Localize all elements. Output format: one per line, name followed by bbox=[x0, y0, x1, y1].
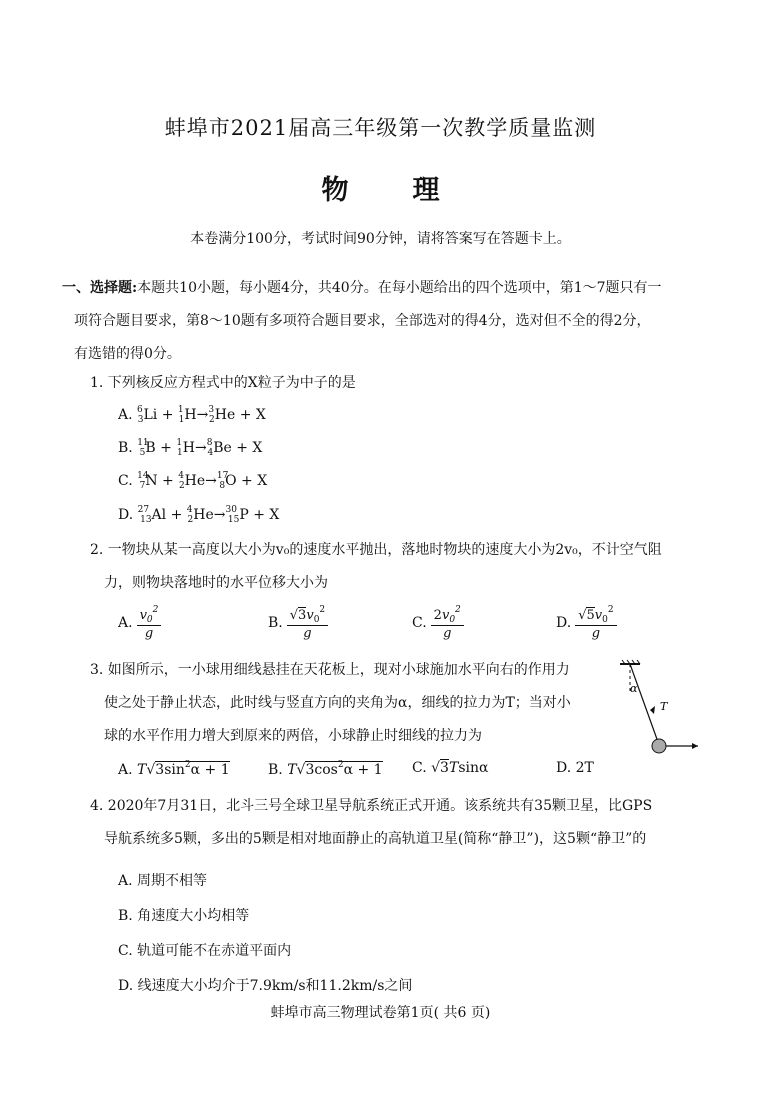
question-2-option-d: D. $\frac{√5v_0^2}{g}$ bbox=[556, 605, 617, 641]
question-3-option-d: D. 2T bbox=[556, 760, 594, 776]
alpha-label: α bbox=[630, 682, 638, 695]
tension-arrow bbox=[650, 706, 655, 714]
page-footer: 蚌埠市高三物理试卷第1页( 共6 页) bbox=[270, 1005, 491, 1021]
question-4-option-a: A. 周期不相等 bbox=[118, 873, 208, 889]
string-line bbox=[630, 664, 658, 742]
section-line-1: 本题共10小题，每小题4分，共40分。在每小题给出的四个选项中，第1～7题只有一 bbox=[137, 280, 662, 296]
section-lead: 一、选择题: bbox=[62, 280, 138, 296]
question-2-stem-2: 力，则物块落地时的水平位移大小为 bbox=[104, 575, 328, 591]
question-2-option-b: B. $\frac{√3v_0^2}{g}$ bbox=[268, 605, 328, 641]
question-3-option-c: C. √3Tsinα bbox=[412, 760, 489, 776]
section-line-3: 有选错的得0分。 bbox=[74, 346, 181, 362]
question-3-stem-3: 球的水平作用力增大到原来的两倍，小球静止时细线的拉力为 bbox=[104, 728, 482, 744]
question-1-option-a: A. $^6_3$Li + $^1_1$H→$^3_2$He + X bbox=[118, 405, 266, 425]
question-4-option-c: C. 轨道可能不在赤道平面内 bbox=[118, 943, 292, 959]
tension-label: T bbox=[660, 700, 668, 713]
exam-note: 本卷满分100分，考试时间90分钟，请将答案写在答题卡上。 bbox=[190, 231, 571, 247]
question-1-option-d: D. $^{27}_{13}$Al + $^4_2$He→$^{30}_{15}$P + X bbox=[118, 505, 280, 525]
subject-char-2: 理 bbox=[412, 175, 440, 206]
section-instructions bbox=[62, 272, 712, 371]
ball bbox=[652, 739, 666, 753]
question-1-option-b: B. $^{11}_5$B + $^1_1$H→$^8_4$Be + X bbox=[118, 438, 263, 458]
question-4-option-d: D. 线速度大小均介于7.9km/s和11.2km/s之间 bbox=[118, 978, 413, 994]
question-4-stem-2: 导航系统多5颗，多出的5颗是相对地面静止的高轨道卫星(简称“静卫”)，这5颗“静卫”的 bbox=[104, 831, 647, 847]
question-3-stem-2: 使之处于静止状态，此时线与竖直方向的夹角为α，细线的拉力为T；当对小 bbox=[104, 695, 571, 711]
question-2-option-a: A. $\frac{v_0^2}{g}$ bbox=[118, 605, 161, 641]
question-1-stem: 1. 下列核反应方程式中的X粒子为中子的是 bbox=[90, 375, 356, 391]
question-2-option-c: C. $\frac{2v_0^2}{g}$ bbox=[412, 605, 464, 641]
question-1-option-c: C. $^{14}_7$N + $^4_2$He→$^{17}_8$O + X bbox=[118, 471, 268, 491]
subject-title bbox=[0, 168, 761, 207]
question-4-stem-1: 4. 2020年7月31日，北斗三号全球卫星导航系统正式开通。该系统共有35颗卫星，比GPS bbox=[90, 798, 653, 814]
pendulum-figure bbox=[612, 658, 702, 754]
question-3-option-b: B. $T√3\cos^2\alpha + 1$ bbox=[268, 760, 383, 778]
question-3-option-a: A. $T√3\sin^2\alpha + 1$ bbox=[118, 760, 230, 778]
section-line-2: 项符合题目要求，第8～10题有多项符合题目要求，全部选对的得4分，选对但不全的得2分， bbox=[74, 313, 651, 329]
question-3-stem-1: 3. 如图所示，一小球用细线悬挂在天花板上，现对小球施加水平向右的作用力 bbox=[90, 662, 570, 678]
question-2-stem-1: 2. 一物块从某一高度以大小为v₀的速度水平抛出，落地时物块的速度大小为2v₀，不计空气阻 bbox=[90, 542, 662, 558]
exam-title: 蚌埠市2021届高三年级第一次教学质量监测 bbox=[164, 116, 597, 140]
question-4-option-b: B. 角速度大小均相等 bbox=[118, 908, 250, 924]
force-arrow bbox=[692, 743, 698, 749]
subject-char-1: 物 bbox=[321, 175, 349, 206]
